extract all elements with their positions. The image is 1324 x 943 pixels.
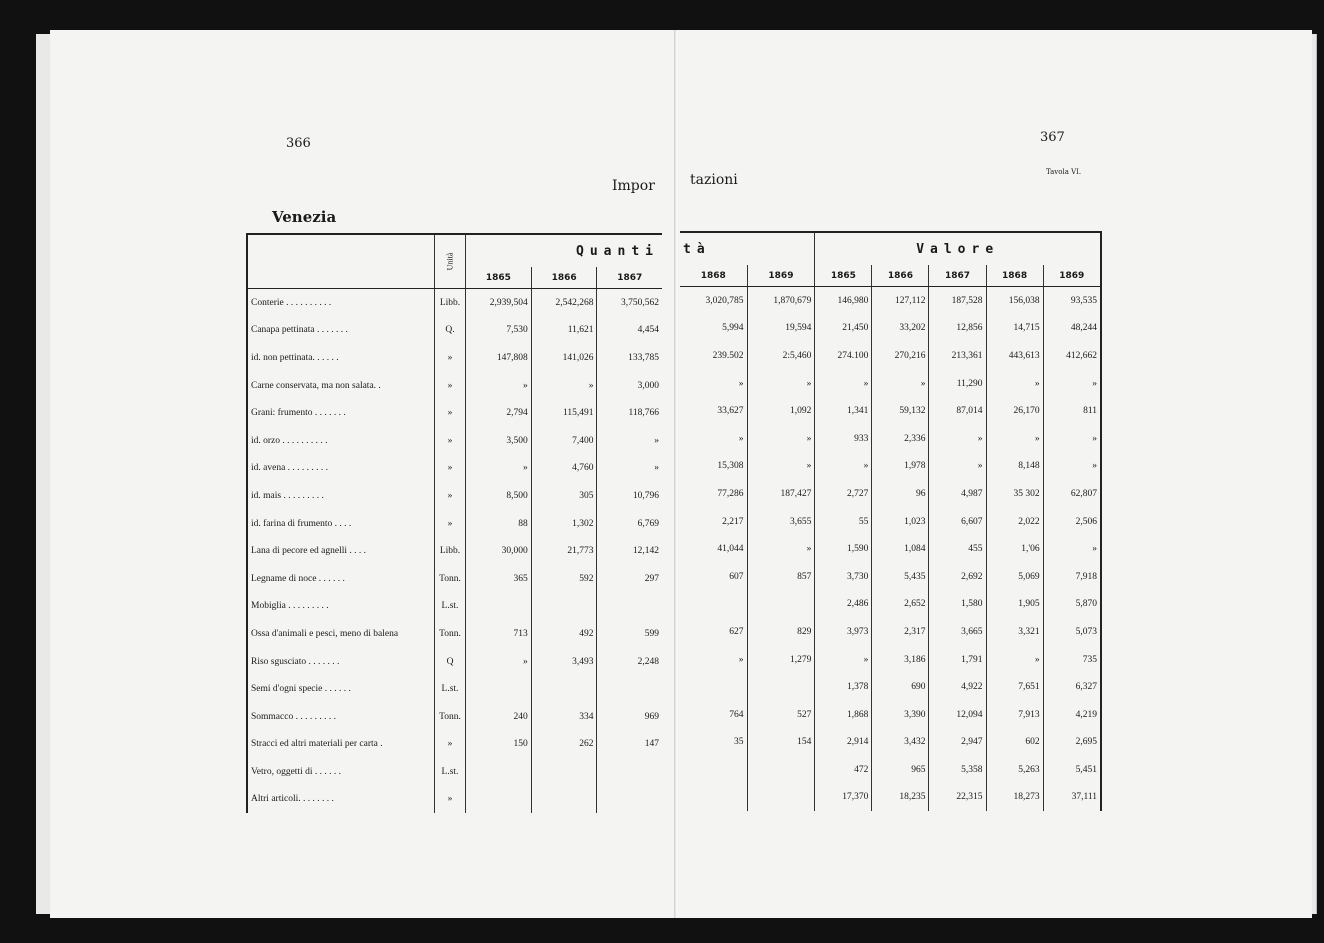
value-cell: 2,652 (872, 591, 929, 619)
cell-1866: 492 (531, 620, 597, 648)
value-cell: 2,947 (929, 729, 986, 757)
row-label: Legname di noce . . . . . . (251, 573, 345, 584)
value-cell (747, 784, 815, 812)
cell-1866: 2,542,268 (531, 289, 597, 317)
value-cell (680, 784, 747, 812)
cell-1866: 4,760 (531, 455, 597, 483)
value-cell: 17,370 (815, 784, 872, 812)
cell-1867: 6,769 (597, 510, 662, 538)
value-cell: 1,092 (747, 397, 815, 425)
row-unit: » (435, 372, 466, 400)
cell-1867: 969 (597, 703, 662, 731)
value-cell: » (738, 378, 744, 389)
value-cell: 18,235 (872, 784, 929, 812)
value-cell: 3,730 (815, 563, 872, 591)
table-row (680, 453, 1101, 481)
value-cell: 93,535 (1043, 287, 1101, 315)
cell-1865: 88 (466, 510, 532, 538)
value-cell: 1,580 (929, 591, 986, 619)
cell-1867: » (597, 427, 662, 455)
value-cell (680, 756, 747, 784)
value-cell: 1,279 (747, 646, 815, 674)
cell-1866: 592 (531, 565, 597, 593)
cell-1867: 2,248 (597, 648, 662, 676)
table-row (247, 758, 662, 786)
right-page (678, 30, 1312, 918)
year-header: 1866 (872, 265, 929, 287)
value-cell: 1,023 (872, 508, 929, 536)
table-row (247, 317, 662, 345)
row-label: Grani: frumento . . . . . . . (251, 408, 346, 419)
table-row (680, 756, 1101, 784)
value-cell: 857 (747, 563, 815, 591)
value-cell: 37,111 (1043, 784, 1101, 812)
value-cell: 965 (872, 756, 929, 784)
page-number-right: 367 (1040, 130, 1065, 145)
value-cell: 3,973 (815, 618, 872, 646)
cell-1866: 141,026 (531, 344, 597, 372)
value-cell: 443,613 (986, 342, 1043, 370)
year-header: 1868 (680, 265, 747, 287)
value-cell: 4,219 (1043, 701, 1101, 729)
value-cell: 7,651 (986, 673, 1043, 701)
value-cell: » (1043, 535, 1101, 563)
value-cell: 87,014 (929, 397, 986, 425)
cell-1866: 21,773 (531, 537, 597, 565)
cell-1867: 599 (597, 620, 662, 648)
value-cell: » (747, 453, 815, 481)
value-cell: 77,286 (717, 488, 744, 499)
cell-1866: 11,621 (531, 317, 597, 345)
cell-1866: 262 (531, 731, 597, 759)
value-cell: 1,341 (815, 397, 872, 425)
cell-1867 (597, 593, 662, 621)
row-unit: Tonn. (435, 620, 466, 648)
row-unit: Q (435, 648, 466, 676)
row-label: id. avena . . . . . . . . . (251, 463, 329, 474)
value-cell: 1,791 (929, 646, 986, 674)
table-row (680, 480, 1101, 508)
value-cell: 472 (815, 756, 872, 784)
table-row (247, 482, 662, 510)
table-row (680, 535, 1101, 563)
cell-1866: 1,302 (531, 510, 597, 538)
table-row (247, 620, 662, 648)
cell-1866: 334 (531, 703, 597, 731)
cell-1866: 3,493 (531, 648, 597, 676)
table-row (247, 399, 662, 427)
table-row (680, 563, 1101, 591)
table-row (247, 731, 662, 759)
row-label: Sommacco . . . . . . . . . (251, 711, 336, 722)
value-cell: 2,914 (815, 729, 872, 757)
value-cell: 933 (815, 425, 872, 453)
value-cell: 3,432 (872, 729, 929, 757)
value-cell: 1,378 (815, 673, 872, 701)
table-row (247, 786, 662, 814)
value-cell: 14,715 (986, 315, 1043, 343)
cell-1866 (531, 593, 597, 621)
row-unit: Tonn. (435, 565, 466, 593)
table-row (680, 618, 1101, 646)
value-cell: 41,044 (717, 544, 744, 555)
value-cell: 62,807 (1043, 480, 1101, 508)
value-cell: 156,038 (986, 287, 1043, 315)
cell-1865: 30,000 (466, 537, 532, 565)
table-row (247, 703, 662, 731)
cell-1865 (466, 675, 532, 703)
value-cell: 33,627 (717, 406, 744, 417)
unit-header: Unità (435, 234, 466, 289)
value-cell: 2,486 (815, 591, 872, 619)
cell-1867: 297 (597, 565, 662, 593)
value-cell: 35 302 (986, 480, 1043, 508)
table-row (680, 508, 1101, 536)
cell-1866: » (531, 372, 597, 400)
row-unit: » (435, 427, 466, 455)
row-label: id. non pettinata. . . . . . (251, 352, 339, 363)
value-cell: 2,692 (929, 563, 986, 591)
value-cell: 154 (747, 729, 815, 757)
table-row (247, 675, 662, 703)
cell-1865: 8,500 (466, 482, 532, 510)
year-header: 1865 (466, 267, 532, 289)
value-cell: 6,607 (929, 508, 986, 536)
cell-1865: 3,500 (466, 427, 532, 455)
cell-1865 (466, 786, 532, 814)
row-label: Vetro, oggetti di . . . . . . (251, 766, 341, 777)
cell-1867 (597, 758, 662, 786)
cell-1865: 150 (466, 731, 532, 759)
row-unit: L.st. (435, 593, 466, 621)
row-label: Altri articoli. . . . . . . . (251, 794, 334, 805)
value-cell: » (815, 453, 872, 481)
cell-1865: 147,808 (466, 344, 532, 372)
value-cell: 3,321 (986, 618, 1043, 646)
value-cell: » (1043, 425, 1101, 453)
value-cell (747, 756, 815, 784)
value-cell: 764 (729, 709, 744, 720)
row-unit: Q. (435, 317, 466, 345)
value-cell: 735 (1043, 646, 1101, 674)
value-cell: 18,273 (986, 784, 1043, 812)
cell-1867: 147 (597, 731, 662, 759)
value-cell: 213,361 (929, 342, 986, 370)
row-label: id. orzo . . . . . . . . . . (251, 435, 328, 446)
region-title: Venezia (272, 208, 337, 226)
cell-1867: 133,785 (597, 344, 662, 372)
value-cell: 2,336 (872, 425, 929, 453)
cell-1867 (597, 675, 662, 703)
table-row (247, 565, 662, 593)
year-header: 1869 (747, 265, 815, 287)
value-cell: » (738, 433, 744, 444)
value-cell: 5,870 (1043, 591, 1101, 619)
left-page (50, 30, 678, 918)
cell-1866 (531, 675, 597, 703)
value-cell: 22,315 (929, 784, 986, 812)
value-cell: 3,390 (872, 701, 929, 729)
value-group-header: Valore (815, 232, 1101, 265)
year-header: 1867 (597, 267, 662, 289)
value-cell: » (986, 646, 1043, 674)
value-cell: 5,069 (986, 563, 1043, 591)
value-cell: 5,263 (986, 756, 1043, 784)
table-row (247, 344, 662, 372)
value-cell (680, 673, 747, 701)
cell-1867: 12,142 (597, 537, 662, 565)
cell-1865: 240 (466, 703, 532, 731)
cell-1866: 305 (531, 482, 597, 510)
value-cell (680, 591, 747, 619)
row-unit: » (435, 344, 466, 372)
value-cell: 4,987 (929, 480, 986, 508)
row-label: Semi d'ogni specie . . . . . . (251, 684, 351, 695)
value-cell: 1,870,679 (747, 287, 815, 315)
table-row (680, 673, 1101, 701)
value-cell: 527 (747, 701, 815, 729)
row-label: Carne conservata, ma non salata. . (251, 380, 381, 391)
value-cell: 26,170 (986, 397, 1043, 425)
row-label: id. farina di frumento . . . . (251, 518, 352, 529)
cell-1867 (597, 786, 662, 814)
title-fragment-left: Impor (612, 178, 655, 194)
cell-1866 (531, 758, 597, 786)
value-cell: 2,506 (1043, 508, 1101, 536)
value-cell: 5,994 (722, 323, 744, 334)
row-unit: » (435, 786, 466, 814)
cell-1865 (466, 758, 532, 786)
value-cell: 607 (729, 571, 744, 582)
value-cell: » (747, 535, 815, 563)
value-cell: » (872, 370, 929, 398)
value-cell: 1,'06 (986, 535, 1043, 563)
value-cell (747, 591, 815, 619)
value-cell: 455 (929, 535, 986, 563)
year-header: 1865 (815, 265, 872, 287)
table-row (680, 287, 1101, 315)
year-header: 1868 (986, 265, 1043, 287)
value-cell: 35 (734, 737, 744, 748)
value-cell: 811 (1043, 397, 1101, 425)
table-label: Tavola VI. (1046, 168, 1082, 176)
table-row (247, 593, 662, 621)
value-cell: 1,905 (986, 591, 1043, 619)
value-cell: 55 (815, 508, 872, 536)
row-label: Canapa pettinata . . . . . . . (251, 325, 348, 336)
value-cell: 127,112 (872, 287, 929, 315)
value-cell: 2,217 (722, 516, 744, 527)
value-cell: 59,132 (872, 397, 929, 425)
row-unit: Libb. (435, 537, 466, 565)
value-cell: 239.502 (712, 350, 744, 361)
table-row (247, 648, 662, 676)
row-unit: » (435, 510, 466, 538)
row-unit: » (435, 399, 466, 427)
value-cell: » (747, 425, 815, 453)
value-cell: 5,073 (1043, 618, 1101, 646)
value-cell: 412,662 (1043, 342, 1101, 370)
cell-1867: 3,000 (597, 372, 662, 400)
cell-1867: 4,454 (597, 317, 662, 345)
row-unit: » (435, 455, 466, 483)
row-unit: » (435, 482, 466, 510)
right-table (680, 231, 1102, 811)
value-cell: » (738, 654, 744, 665)
table-row (680, 729, 1101, 757)
cell-1866: 115,491 (531, 399, 597, 427)
value-cell: 48,244 (1043, 315, 1101, 343)
value-cell: 5,451 (1043, 756, 1101, 784)
value-cell: 96 (872, 480, 929, 508)
cell-1865: 2,939,504 (466, 289, 532, 317)
cell-1866 (531, 786, 597, 814)
row-unit: Libb. (435, 289, 466, 317)
value-cell: » (929, 453, 986, 481)
table-row (680, 397, 1101, 425)
value-cell: 2,317 (872, 618, 929, 646)
value-cell: 3,665 (929, 618, 986, 646)
row-unit: Tonn. (435, 703, 466, 731)
quantity-group-header-cont: tà (683, 241, 711, 257)
table-row (247, 372, 662, 400)
row-label: Mobiglia . . . . . . . . . (251, 601, 329, 612)
value-cell: 3,020,785 (705, 295, 744, 306)
cell-1866: 7,400 (531, 427, 597, 455)
value-cell: 2,022 (986, 508, 1043, 536)
row-unit: L.st. (435, 675, 466, 703)
value-cell: 2:5,460 (747, 342, 815, 370)
row-label: Riso sgusciato . . . . . . . (251, 656, 340, 667)
items-header (247, 234, 435, 289)
value-cell: 1,590 (815, 535, 872, 563)
value-cell: 33,202 (872, 315, 929, 343)
value-cell: 11,290 (929, 370, 986, 398)
table-row (680, 315, 1101, 343)
value-cell: 274.100 (815, 342, 872, 370)
cell-1867: » (597, 455, 662, 483)
value-cell: 602 (986, 729, 1043, 757)
left-table (246, 233, 662, 813)
table-row (247, 289, 662, 317)
value-cell: 6,327 (1043, 673, 1101, 701)
table-row (680, 370, 1101, 398)
table-row (680, 784, 1101, 812)
cell-1865: 2,794 (466, 399, 532, 427)
cell-1867: 118,766 (597, 399, 662, 427)
value-cell: 19,594 (747, 315, 815, 343)
row-unit: L.st. (435, 758, 466, 786)
value-cell: 12,856 (929, 315, 986, 343)
table-row (680, 591, 1101, 619)
year-header: 1867 (929, 265, 986, 287)
row-label: Lana di pecore ed agnelli . . . . (251, 546, 367, 557)
value-cell: 187,427 (747, 480, 815, 508)
value-cell: 270,216 (872, 342, 929, 370)
value-cell: 8,148 (986, 453, 1043, 481)
value-cell: 690 (872, 673, 929, 701)
value-cell: 5,435 (872, 563, 929, 591)
cell-1867: 3,750,562 (597, 289, 662, 317)
cell-1865: » (466, 648, 532, 676)
value-cell: 3,655 (747, 508, 815, 536)
value-cell: 146,980 (815, 287, 872, 315)
table-row (247, 510, 662, 538)
value-cell: » (747, 370, 815, 398)
row-unit: » (435, 731, 466, 759)
value-cell: 5,358 (929, 756, 986, 784)
cell-1867: 10,796 (597, 482, 662, 510)
value-cell: 2,727 (815, 480, 872, 508)
cell-1865: » (466, 455, 532, 483)
value-cell: 829 (747, 618, 815, 646)
value-cell: 4,922 (929, 673, 986, 701)
value-cell: » (986, 370, 1043, 398)
value-cell: » (986, 425, 1043, 453)
cell-1865: 7,530 (466, 317, 532, 345)
year-header: 1866 (531, 267, 597, 289)
value-cell: 3,186 (872, 646, 929, 674)
value-cell: 1,868 (815, 701, 872, 729)
value-cell: » (1043, 370, 1101, 398)
row-label: Stracci ed altri materiali per carta . (251, 739, 383, 750)
row-label: Ossa d'animali e pesci, meno di balena (251, 628, 399, 639)
page-number-left: 366 (286, 136, 311, 151)
value-cell: 15,308 (717, 461, 744, 472)
value-cell: 187,528 (929, 287, 986, 315)
title-fragment-right: tazioni (690, 172, 738, 188)
value-cell: 2,695 (1043, 729, 1101, 757)
cell-1865: » (466, 372, 532, 400)
table-row (247, 427, 662, 455)
value-cell: 7,918 (1043, 563, 1101, 591)
year-header: 1869 (1043, 265, 1101, 287)
cell-1865: 713 (466, 620, 532, 648)
value-cell: 1,978 (872, 453, 929, 481)
value-cell: 627 (729, 626, 744, 637)
cell-1865: 365 (466, 565, 532, 593)
value-cell: 1,084 (872, 535, 929, 563)
table-row (247, 455, 662, 483)
cell-1865 (466, 593, 532, 621)
value-cell: 21,450 (815, 315, 872, 343)
table-row (247, 537, 662, 565)
table-row (680, 701, 1101, 729)
value-cell: 7,913 (986, 701, 1043, 729)
row-label: Conterie . . . . . . . . . . (251, 297, 332, 308)
value-cell (747, 673, 815, 701)
row-label: id. mais . . . . . . . . . (251, 490, 324, 501)
quantity-group-header: Quanti (466, 234, 663, 267)
value-cell: » (815, 370, 872, 398)
value-cell: 12,094 (929, 701, 986, 729)
table-row (680, 342, 1101, 370)
value-cell: » (929, 425, 986, 453)
table-row (680, 646, 1101, 674)
table-row (680, 425, 1101, 453)
value-cell: » (1043, 453, 1101, 481)
value-cell: » (815, 646, 872, 674)
